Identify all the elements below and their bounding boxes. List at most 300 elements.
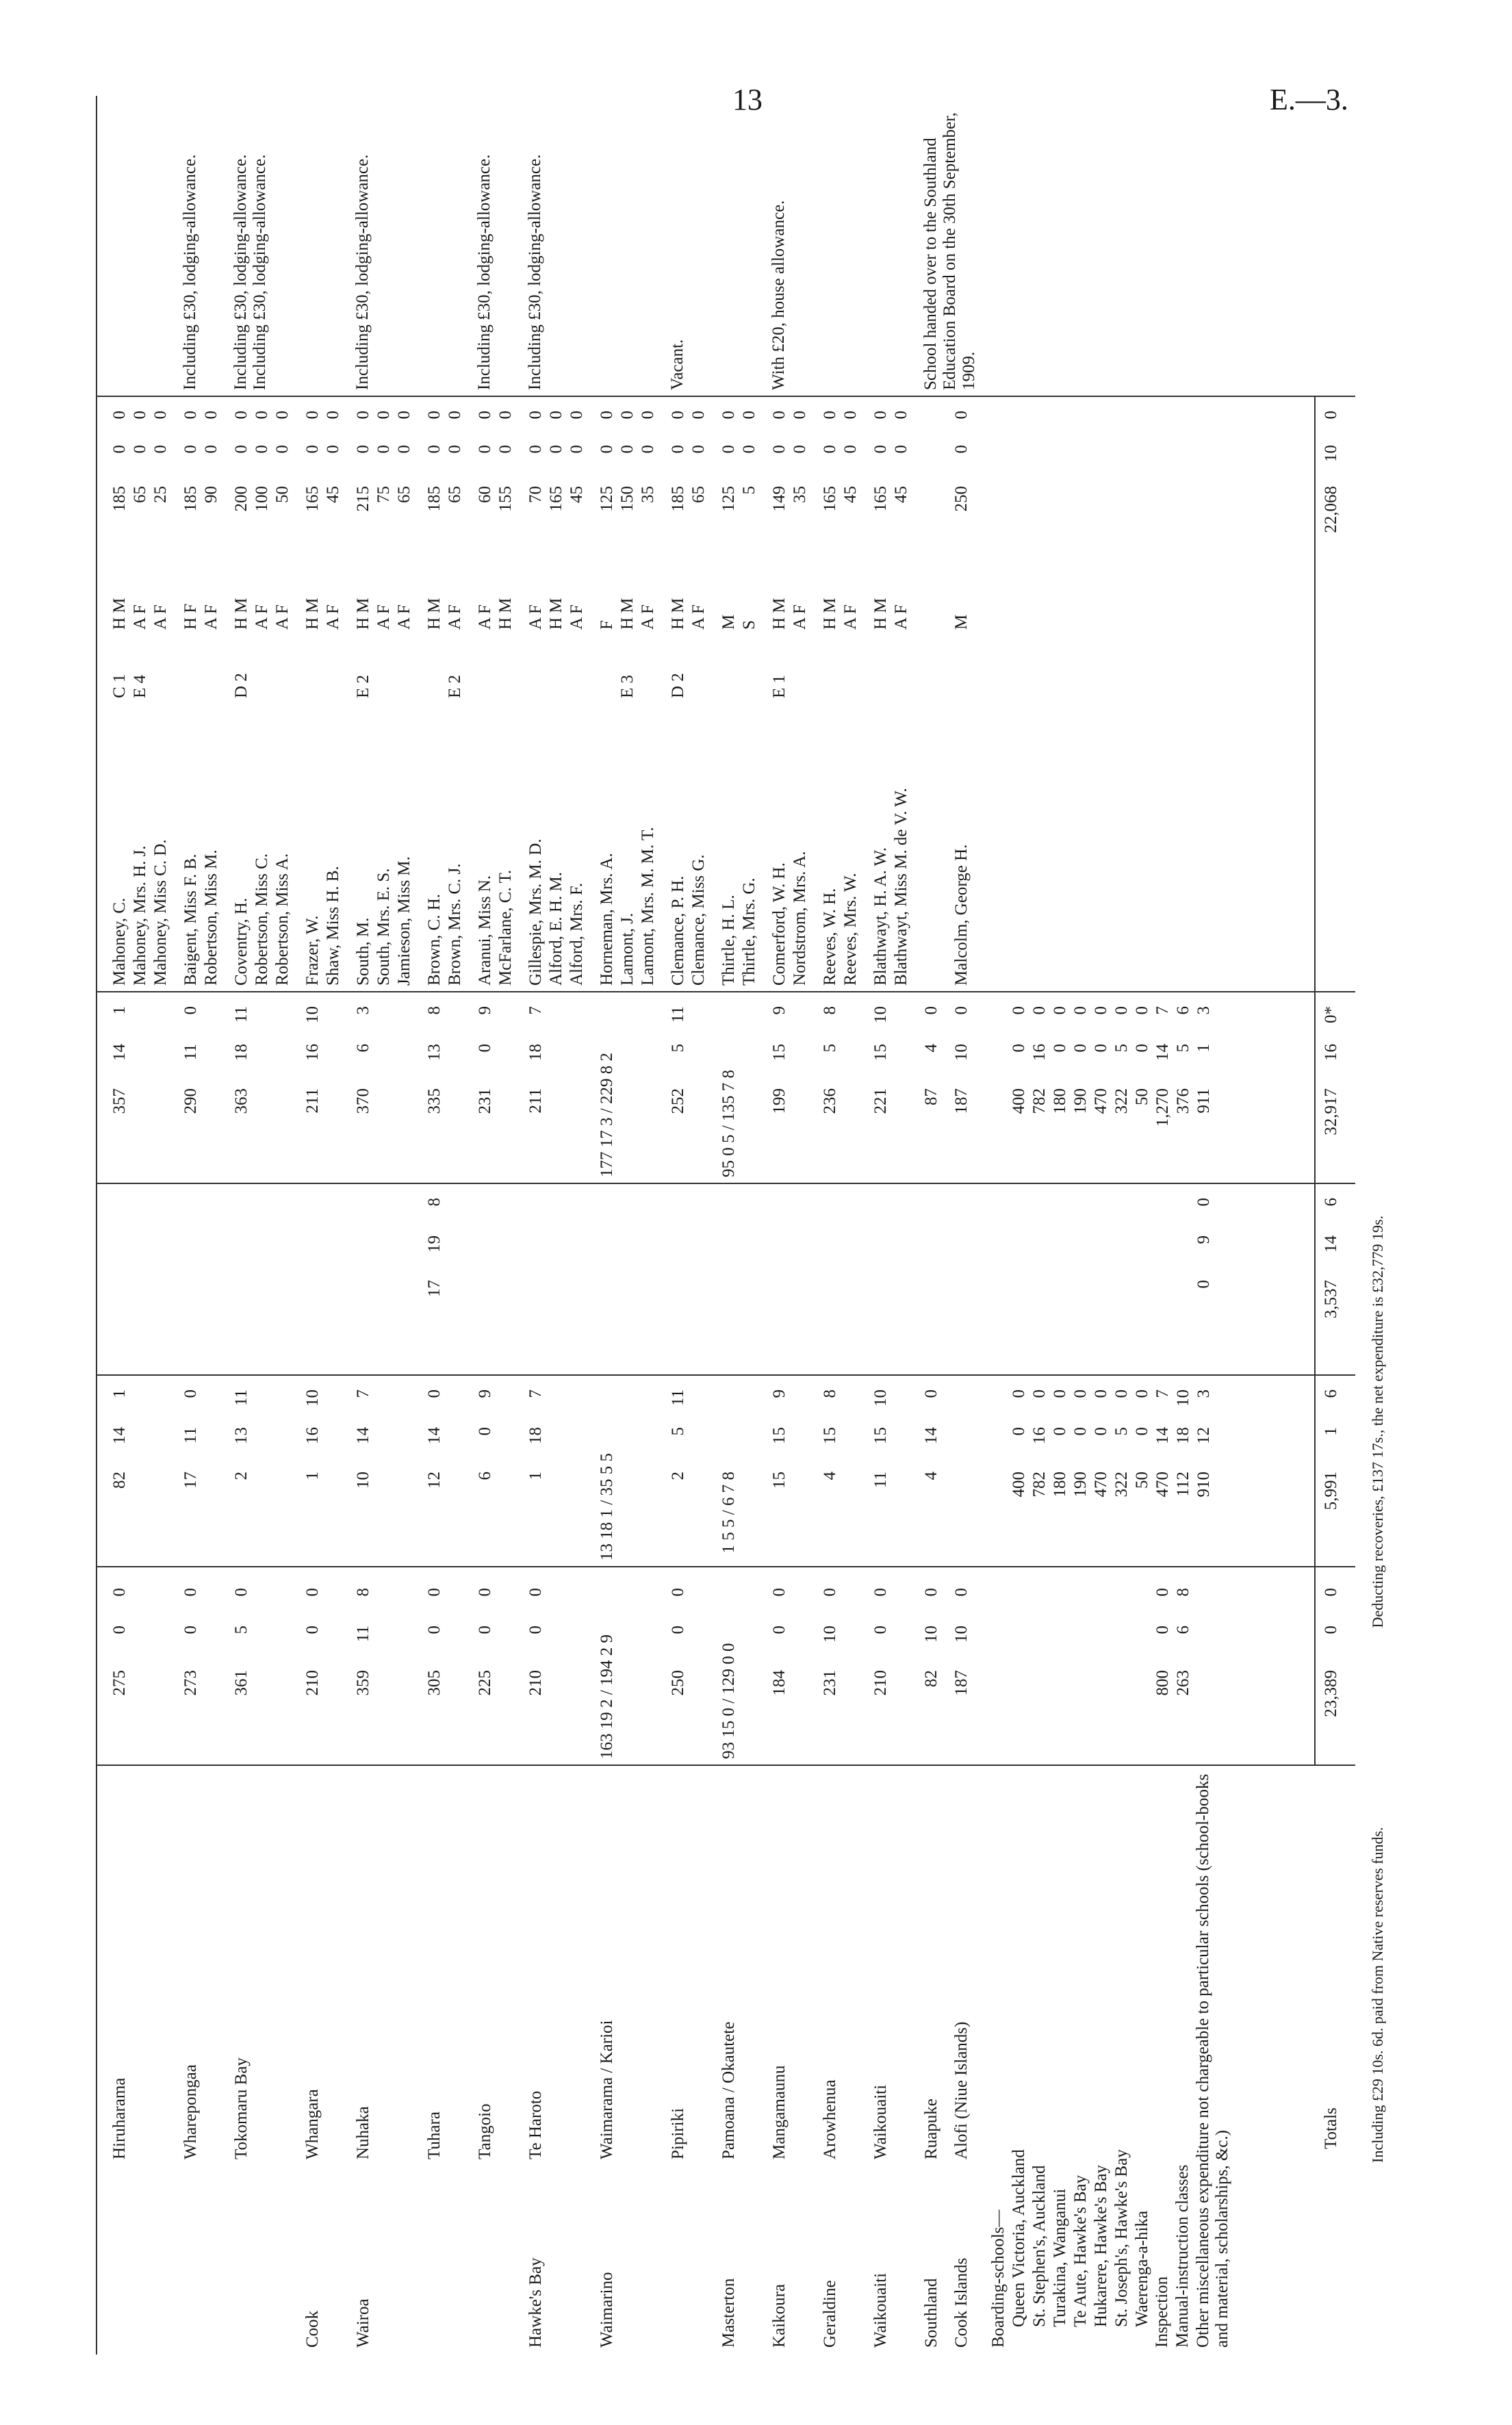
boarding-row	[1029, 96, 1050, 2355]
salaries-shillings: 0	[181, 1626, 200, 1634]
other-expenditure-pounds: 1	[526, 1472, 545, 1480]
teacher-salary: 0	[273, 411, 292, 420]
salaries-shillings: 10	[922, 1626, 940, 1643]
teacher-name: Lamont, Mrs. M. M. T.	[639, 827, 657, 986]
teacher-classification: E 1	[770, 674, 789, 698]
row-total-shillings: 5	[1174, 1044, 1192, 1053]
teacher-name: Reeves, W. H.	[821, 888, 839, 986]
total-buildings-shillings: 14	[1322, 1235, 1340, 1253]
teacher-salary: 0	[669, 411, 687, 420]
row-total-shillings: 0	[1092, 1044, 1110, 1053]
page-number: 13	[732, 83, 763, 116]
teacher-salary: 155	[496, 486, 515, 512]
boarding-school-name: Hukarere, Hawke's Bay	[1092, 2164, 1110, 2327]
row-total-pounds: 190	[1071, 1088, 1090, 1114]
other-expenditure-pence: 0	[1071, 1389, 1090, 1398]
teacher-salary: 0	[892, 445, 910, 454]
boarding-school-name: Turakina, Wanganui	[1051, 2188, 1069, 2327]
teacher-salary: 90	[202, 486, 220, 503]
teacher-salary: 0	[181, 445, 200, 454]
row-total-pence: 0	[1030, 1006, 1049, 1015]
teacher-salary: 0	[547, 411, 565, 420]
teacher-salary: 0	[618, 445, 637, 454]
teacher-salary: 0	[446, 411, 464, 420]
teacher-salary: 0	[324, 445, 342, 454]
teacher-position: A F	[791, 604, 809, 630]
school-name: Tuhara	[425, 2112, 444, 2159]
other-expenditure-shillings: 16	[1030, 1427, 1049, 1444]
teacher-salary: 0	[110, 445, 129, 454]
row-total-pence: 0	[1071, 1006, 1090, 1015]
teacher-salary: 0	[446, 445, 464, 454]
boarding-school-name: Queen Victoria, Auckland	[1010, 2149, 1028, 2327]
row-total-pounds: 290	[181, 1088, 200, 1114]
teacher-salary: 165	[547, 486, 565, 512]
table-row	[871, 96, 912, 2355]
table-row	[526, 96, 587, 2355]
row-total-pence: 7	[1153, 1006, 1172, 1015]
other-expenditure-pence: 0	[1092, 1389, 1110, 1398]
teacher-salary: 0	[374, 411, 393, 420]
row-total-pence: 9	[476, 1006, 494, 1015]
row-total-shillings: 16	[303, 1044, 322, 1061]
teacher-salary: 0	[496, 411, 515, 420]
other-expenditure-pence: 10	[871, 1389, 890, 1407]
boarding-school-name: Waerenga-a-hika	[1133, 2210, 1151, 2327]
total-other-pounds: 5,991	[1322, 1472, 1340, 1511]
teacher-name: Baigent, Miss F. B.	[181, 854, 200, 986]
teacher-salary: 0	[181, 411, 200, 420]
teacher-salary: 0	[618, 411, 637, 420]
teacher-salary: 0	[547, 445, 565, 454]
teacher-salary: 0	[639, 411, 657, 420]
teacher-name: Lamont, J.	[618, 912, 637, 986]
salaries-pence: 0	[1153, 1588, 1172, 1597]
row-total-pounds: 335	[425, 1088, 444, 1114]
row-total-pence: 0	[1092, 1006, 1110, 1015]
remark: Including £30, lodging-allowance.	[526, 154, 544, 390]
teacher-salary: 0	[374, 445, 393, 454]
teacher-salary: 0	[892, 411, 910, 420]
other-expenditure-pence: 0	[1112, 1389, 1131, 1398]
salaries-pounds: 250	[669, 1670, 687, 1696]
salaries-pence: 8	[354, 1588, 372, 1597]
row-total-shillings: 1	[1194, 1044, 1213, 1053]
other-expenditure-pence: 10	[303, 1389, 322, 1407]
teacher-name: Robertson, Miss C.	[253, 853, 271, 986]
other-expenditure-shillings: 14	[354, 1427, 372, 1444]
other-expenditure-pounds: 2	[232, 1472, 251, 1480]
teacher-classification: E 2	[446, 674, 464, 698]
teacher-name: Jamieson, Miss M.	[395, 856, 413, 986]
other-expenditure-shillings: 14	[1153, 1427, 1172, 1444]
row-total-pence: 0	[952, 1006, 971, 1015]
row-total-pounds: 211	[526, 1088, 545, 1114]
other-expenditure-pounds: 17	[181, 1472, 200, 1489]
teacher-name: Brown, Mrs. C. J.	[446, 863, 464, 986]
teacher-salary: 0	[821, 445, 839, 454]
salaries-pounds: 93 15 0 / 129 0 0	[719, 1643, 738, 1759]
row-total-pence: 8	[425, 1006, 444, 1015]
teacher-salary: 0	[791, 411, 809, 420]
other-expenditure-pounds: 2	[669, 1472, 687, 1480]
other-expenditure-pounds: 112	[1174, 1472, 1192, 1497]
teacher-position: H M	[871, 598, 890, 630]
boarding-heading-label: Boarding-schools—	[989, 2209, 1008, 2348]
row-total-shillings: 10	[952, 1044, 971, 1061]
salaries-shillings: 0	[526, 1626, 545, 1634]
teacher-name: Mahoney, C.	[110, 897, 129, 986]
salaries-pence: 0	[922, 1588, 940, 1597]
salaries-shillings: 0	[303, 1626, 322, 1634]
document-reference: E.—3.	[1270, 83, 1348, 116]
row-total-shillings: 15	[770, 1044, 789, 1061]
teacher-position: A F	[639, 604, 657, 630]
teacher-position: A F	[395, 604, 413, 630]
other-expenditure-shillings: 14	[922, 1427, 940, 1444]
teacher-salary: 0	[354, 411, 372, 420]
salaries-pence: 0	[770, 1588, 789, 1597]
row-total-pounds: 400	[1010, 1088, 1028, 1114]
other-expenditure-shillings: 16	[303, 1427, 322, 1444]
table-row	[769, 96, 810, 2355]
teacher-salary: 0	[871, 445, 890, 454]
table-row	[719, 96, 760, 2355]
teacher-salary: 45	[567, 486, 586, 503]
teacher-salary: 0	[841, 445, 860, 454]
row-total-pounds: 1,270	[1153, 1088, 1172, 1127]
teacher-name: Nordstrom, Mrs. A.	[791, 851, 809, 986]
row-total-pence: 0	[922, 1006, 940, 1015]
teacher-name: Gillespie, Mrs. M. D.	[526, 838, 545, 986]
teacher-name: Alford, Mrs. F.	[567, 882, 586, 986]
other-expenditure-shillings: 11	[181, 1427, 200, 1444]
teacher-position: A F	[202, 604, 220, 630]
other-expenditure-pence: 11	[669, 1389, 687, 1407]
district-name: Waikouaiti	[871, 2272, 890, 2348]
teacher-salary: 35	[791, 486, 809, 503]
boarding-row	[1132, 96, 1153, 2355]
other-expenditure-shillings: 13	[232, 1427, 251, 1444]
teacher-salary: 75	[374, 486, 393, 503]
teacher-position: A F	[446, 604, 464, 630]
school-name: Mangamaunu	[770, 2065, 789, 2159]
salaries-pence: 0	[669, 1588, 687, 1597]
grand-total-shillings: 16	[1322, 1044, 1340, 1061]
other-expenditure-pence: 3	[1194, 1389, 1213, 1398]
other-expenditure-shillings: 15	[821, 1427, 839, 1444]
other-expenditure-shillings: 0	[1051, 1427, 1069, 1436]
row-total-shillings: 5	[669, 1044, 687, 1053]
table-row	[231, 96, 293, 2355]
teacher-salary: 0	[303, 445, 322, 454]
teacher-position: H M	[669, 598, 687, 630]
salaries-pounds: 210	[303, 1670, 322, 1696]
row-total-pounds: 211	[303, 1088, 322, 1114]
teacher-position: H M	[770, 598, 789, 630]
row-total-shillings: 5	[821, 1044, 839, 1053]
row-total-pence: 11	[669, 1006, 687, 1023]
teacher-salary: 125	[598, 486, 616, 512]
grand-total-pence: 0*	[1322, 1006, 1340, 1023]
row-total-pence: 3	[354, 1006, 372, 1015]
boarding-school-name: Te Aute, Hawke's Bay	[1071, 2174, 1090, 2327]
teacher-salary: 50	[273, 486, 292, 503]
teacher-position: A F	[476, 604, 494, 630]
teacher-salary: 185	[669, 486, 687, 512]
other-expenditure-shillings: 0	[1071, 1427, 1090, 1436]
salaries-pounds: 210	[526, 1670, 545, 1696]
other-expenditure-pounds: 322	[1112, 1472, 1131, 1498]
remark: With £20, house allowance.	[769, 200, 788, 390]
remark: School handed over to the Southland Education Board on the 30th September, 1909.	[921, 112, 978, 390]
row-total-pence: 3	[1194, 1006, 1213, 1015]
teacher-salary: 0	[567, 445, 586, 454]
teacher-position: H F	[181, 603, 200, 630]
other-expenditure-pounds: 10	[354, 1472, 372, 1489]
teacher-salary: 0	[689, 411, 708, 420]
other-expenditure-shillings: 18	[526, 1427, 545, 1444]
teacher-salary: 0	[324, 411, 342, 420]
teacher-name: South, M.	[354, 917, 372, 986]
salaries-shillings: 0	[669, 1626, 687, 1634]
other-expenditure-pounds: 6	[476, 1472, 494, 1480]
buildings-shillings: 9	[1194, 1235, 1213, 1244]
total-teacher-salaries-pence: 0	[1322, 411, 1340, 420]
boarding-row	[1112, 96, 1132, 2355]
other-expenditure-shillings: 0	[1133, 1427, 1151, 1436]
row-total-shillings: 6	[354, 1044, 372, 1053]
other-expenditure-pence: 0	[1051, 1389, 1069, 1398]
teacher-salary: 0	[476, 445, 494, 454]
row-total-shillings: 0	[1133, 1044, 1151, 1053]
row-total-pounds: 782	[1030, 1088, 1049, 1114]
salaries-pounds: 359	[354, 1670, 372, 1696]
salaries-pounds: 231	[821, 1670, 839, 1696]
teacher-classification: E 2	[354, 674, 372, 698]
total-salaries-shillings: 0	[1322, 1626, 1340, 1634]
buildings-pence: 0	[1194, 1198, 1213, 1207]
salaries-pounds: 82	[922, 1670, 940, 1687]
teacher-classification: E 4	[131, 674, 149, 698]
other-expenditure-pounds: 180	[1051, 1472, 1069, 1498]
teacher-salary: 0	[253, 445, 271, 454]
salaries-pence: 8	[1174, 1588, 1192, 1597]
other-expenditure-shillings: 15	[871, 1427, 890, 1444]
teacher-salary: 165	[303, 486, 322, 512]
other-expenditure-pence: 9	[476, 1389, 494, 1398]
row-total-shillings: 13	[425, 1044, 444, 1061]
row-total-pence: 10	[303, 1006, 322, 1023]
teacher-salary: 0	[202, 411, 220, 420]
other-expenditure-pounds: 782	[1030, 1472, 1049, 1498]
other-expenditure-pence: 7	[526, 1389, 545, 1398]
teacher-position: A F	[567, 604, 586, 630]
other-expenditure-pence: 0	[425, 1389, 444, 1398]
row-total-pounds: 357	[110, 1088, 129, 1114]
salaries-pence: 0	[425, 1588, 444, 1597]
district-name: Cook	[303, 2310, 322, 2348]
row-total-shillings: 18	[232, 1044, 251, 1061]
boarding-row	[1071, 96, 1091, 2355]
teacher-name: Frazer, W.	[303, 915, 322, 986]
row-total-shillings: 18	[526, 1044, 545, 1061]
salaries-shillings: 10	[821, 1626, 839, 1643]
other-expenditure-pence: 0	[1010, 1389, 1028, 1398]
table-row	[110, 96, 171, 2355]
remark: Including £30, lodging-allowance.	[353, 154, 372, 390]
salaries-pence: 0	[303, 1588, 322, 1597]
misc-row	[1153, 96, 1173, 2355]
teacher-position: A F	[374, 604, 393, 630]
teacher-position: H M	[821, 598, 839, 630]
boarding-row	[1091, 96, 1112, 2355]
row-total-pounds: 180	[1051, 1088, 1069, 1114]
row-total-pounds: 177 17 3 / 229 8 2	[598, 1053, 616, 1177]
total-buildings-pence: 6	[1322, 1198, 1340, 1207]
school-name: Wharepongaa	[181, 2064, 200, 2159]
total-salaries-pence: 0	[1322, 1588, 1340, 1597]
teacher-name: McFarlane, C. T.	[496, 869, 515, 986]
other-expenditure-pence: 0	[1133, 1389, 1151, 1398]
row-total-shillings: 0	[1071, 1044, 1090, 1053]
salaries-pence: 0	[232, 1588, 251, 1597]
other-expenditure-pounds: 4	[821, 1472, 839, 1480]
salaries-pounds: 163 19 2 / 194 2 9	[598, 1634, 616, 1759]
teacher-name: Thirtle, Mrs. G.	[740, 877, 758, 986]
remark: Vacant.	[668, 339, 687, 390]
row-total-shillings: 0	[476, 1044, 494, 1053]
row-total-shillings: 0	[1010, 1044, 1028, 1053]
row-total-pounds: 252	[669, 1088, 687, 1114]
row-total-shillings: 0	[1051, 1044, 1069, 1053]
teacher-position: M	[952, 614, 971, 630]
row-total-shillings: 11	[181, 1044, 200, 1061]
row-total-pounds: 363	[232, 1088, 251, 1114]
teacher-salary: 0	[639, 445, 657, 454]
teacher-salary: 65	[131, 486, 149, 503]
total-teacher-salaries-shillings: 10	[1322, 445, 1340, 462]
school-name: Te Haroto	[526, 2090, 545, 2159]
row-total-pence: 9	[770, 1006, 789, 1015]
teacher-classification: D 2	[232, 673, 251, 698]
other-expenditure-pounds: 470	[1092, 1472, 1110, 1498]
totals-row	[1321, 96, 1342, 2355]
district-name: Southland	[922, 2278, 940, 2348]
salaries-pounds: 800	[1153, 1670, 1172, 1696]
teacher-salary: 65	[395, 486, 413, 503]
teacher-position: A F	[273, 604, 292, 630]
teacher-name: Shaw, Miss H. B.	[324, 866, 342, 986]
teacher-salary: 185	[110, 486, 129, 512]
other-expenditure-pence: 0	[181, 1389, 200, 1398]
row-total-pence: 0	[1010, 1006, 1028, 1015]
teacher-salary: 0	[598, 445, 616, 454]
teacher-position: A F	[253, 604, 271, 630]
salaries-shillings: 6	[1174, 1626, 1192, 1634]
teacher-name: Blathwayt, Miss M. de V. W.	[892, 788, 910, 986]
teacher-salary: 0	[395, 445, 413, 454]
other-expenditure-shillings: 14	[425, 1427, 444, 1444]
totals-label: Totals	[1322, 2107, 1340, 2149]
footnotes	[1369, 246, 1387, 2163]
row-total-pounds: 95 0 5 / 135 7 8	[719, 1070, 738, 1177]
row-total-pounds: 50	[1133, 1088, 1151, 1105]
row-total-pounds: 911	[1194, 1088, 1213, 1114]
other-expenditure-pounds: 910	[1194, 1472, 1213, 1498]
teacher-name: Comerford, W. H.	[770, 862, 789, 986]
teacher-position: H M	[547, 598, 565, 630]
grand-total-pounds: 32,917	[1322, 1088, 1340, 1135]
row-total-pounds: 370	[354, 1088, 372, 1114]
salaries-shillings: 11	[354, 1626, 372, 1643]
salaries-pounds: 210	[871, 1670, 890, 1696]
table-row	[668, 96, 709, 2355]
teacher-salary: 0	[110, 411, 129, 420]
teacher-salary: 0	[273, 445, 292, 454]
teacher-salary: 0	[232, 445, 251, 454]
teacher-salary: 70	[526, 486, 545, 503]
school-name: Tangoio	[476, 2103, 494, 2159]
school-name: Tokomaru Bay	[232, 2057, 251, 2159]
salaries-pounds: 305	[425, 1670, 444, 1696]
teacher-name: Clemance, P. H.	[669, 875, 687, 986]
other-expenditure-pounds: 11	[871, 1472, 890, 1489]
teacher-salary: 0	[719, 445, 738, 454]
other-expenditure-pounds: 1 5 5 / 6 7 8	[719, 1472, 738, 1554]
teacher-position: H M	[618, 598, 637, 630]
teacher-salary: 149	[770, 486, 789, 512]
other-expenditure-shillings: 0	[476, 1427, 494, 1436]
boarding-school-name: St. Stephen's, Auckland	[1030, 2165, 1049, 2327]
teacher-salary: 0	[496, 445, 515, 454]
row-total-pounds: 231	[476, 1088, 494, 1114]
other-expenditure-pounds: 1	[303, 1472, 322, 1480]
other-expenditure-pence: 7	[1153, 1389, 1172, 1398]
teacher-salary: 0	[689, 445, 708, 454]
row-total-pence: 0	[181, 1006, 200, 1015]
teacher-salary: 5	[740, 486, 758, 495]
other-expenditure-shillings: 15	[770, 1427, 789, 1444]
district-name: Wairoa	[354, 2298, 372, 2348]
teacher-salary: 60	[476, 486, 494, 503]
teacher-salary: 0	[770, 411, 789, 420]
teacher-salary: 0	[526, 445, 545, 454]
teacher-salary: 45	[324, 486, 342, 503]
other-expenditure-pounds: 82	[110, 1472, 129, 1489]
teacher-classification: D 2	[669, 673, 687, 698]
teacher-name: Reeves, Mrs. W.	[841, 873, 860, 986]
teacher-salary: 25	[151, 486, 170, 503]
teacher-position: A F	[841, 604, 860, 630]
total-other-pence: 6	[1322, 1389, 1340, 1398]
teacher-classification: C 1	[110, 673, 129, 698]
row-total-pounds: 322	[1112, 1088, 1131, 1114]
total-teacher-salaries-pounds: 22,068	[1322, 486, 1340, 533]
teacher-salary: 125	[719, 486, 738, 512]
teacher-name: Brown, C. H.	[425, 893, 444, 986]
district-name: Cook Islands	[952, 2257, 971, 2348]
salaries-pence: 0	[181, 1588, 200, 1597]
row-total-shillings: 15	[871, 1044, 890, 1061]
table-row	[820, 96, 861, 2355]
teacher-salary: 0	[303, 411, 322, 420]
district-name: Kaikoura	[770, 2283, 789, 2348]
teacher-salary: 0	[770, 445, 789, 454]
teacher-salary: 0	[740, 411, 758, 420]
teacher-salary: 215	[354, 486, 372, 512]
row-total-shillings: 16	[1030, 1044, 1049, 1061]
